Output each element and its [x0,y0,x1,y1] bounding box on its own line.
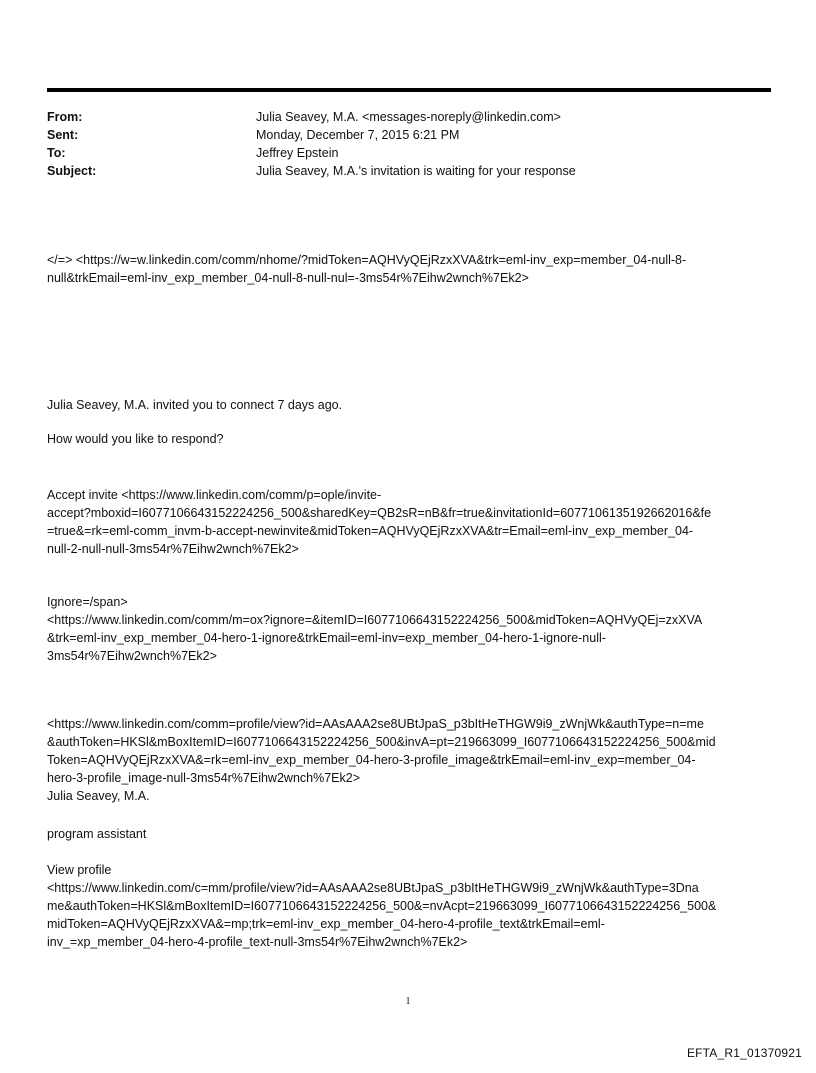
profile-image-block[interactable] [47,715,771,805]
sent-value: Monday, December 7, 2015 6:21 PM [256,128,460,142]
subject-row [47,162,771,180]
respond-question: How would you like to respond? [47,432,224,446]
ignore-link[interactable]: <https://www.linkedin.com/comm/m=ox?ignore=&itemID=I6077106643152224256_500&midToken=AQHVyQEj=zxXVA [47,613,703,627]
subject-label: Subject: [47,164,97,178]
accept-invite-link[interactable]: null-2-null-null-3ms54r%7Eihw2wnch%7Ek2> [47,542,299,556]
sender-title: program assistant [47,827,147,841]
profile-image-link[interactable]: Token=AQHVyQEjRzxXVA&=rk=eml-inv_exp_member_04-hero-3-profile_image&trkEmail=eml-inv_exp=member_04- [47,753,696,767]
home-link-block[interactable] [47,251,771,287]
profile-image-link[interactable]: <https://www.linkedin.com/comm=profile/view?id=AAsAAA2se8UBtJpaS_p3bItHeTHGW9i9_zWnjWk&authType=n=me [47,717,704,731]
from-value: Julia Seavey, M.A. <messages-noreply@linkedin.com> [256,110,561,124]
sent-label: Sent: [47,128,79,142]
profile-image-link[interactable]: &authToken=HKSl&mBoxItemID=I6077106643152224256_500&invA=pt=219663099_I6077106643152224256_500&mid [47,735,716,749]
email-header [47,108,771,180]
view-profile-link[interactable]: midToken=AQHVyQEjRzxXVA&=mp;trk=eml-inv_exp_member_04-hero-4-profile_text&trkEmail=eml- [47,917,605,931]
to-row [47,144,771,162]
accept-invite-link[interactable]: Accept invite <https://www.linkedin.com/comm/p=ople/invite- [47,488,382,502]
accept-invite-link[interactable]: accept?mboxid=I6077106643152224256_500&sharedKey=QB2sR=nB&fr=true&invitationId=6077106135192662016&fe [47,506,712,520]
home-link-line[interactable]: null&trkEmail=eml-inv_exp_member_04-null-8-null-nul=-3ms54r%7Eihw2wnch%7Ek2> [47,271,529,285]
home-link-line[interactable]: </=> <https://w=w.linkedin.com/comm/nhome/?midToken=AQHVyQEjRzxXVA&trk=eml-inv_exp=member_04-null-8- [47,253,687,267]
page-number: 1 [405,996,411,1007]
ignore-link[interactable]: 3ms54r%7Eihw2wnch%7Ek2> [47,649,217,663]
sender-name: Julia Seavey, M.A. [47,789,150,803]
from-row [47,108,771,126]
accept-invite-block[interactable] [47,486,771,558]
view-profile-link[interactable]: me&authToken=HKSl&mBoxItemID=I6077106643152224256_500&=nvAcpt=219663099_I6077106643152224256_500& [47,899,717,913]
to-value: Jeffrey Epstein [256,146,339,160]
ignore-block[interactable] [47,593,771,665]
subject-value: Julia Seavey, M.A.'s invitation is waiting for your response [256,164,576,178]
from-label: From: [47,110,83,124]
view-profile-block[interactable] [47,861,771,951]
profile-image-link[interactable]: hero-3-profile_image-null-3ms54r%7Eihw2wnch%7Ek2> [47,771,361,785]
sent-row [47,126,771,144]
ignore-link[interactable]: &trk=eml-inv_exp_member_04-hero-1-ignore&trkEmail=eml-inv=exp_member_04-hero-1-ignore-null- [47,631,606,645]
view-profile-label[interactable]: View profile [47,863,112,877]
invited-text: Julia Seavey, M.A. invited you to connect 7 days ago. [47,398,343,412]
view-profile-link[interactable]: inv_=xp_member_04-hero-4-profile_text-null-3ms54r%7Eihw2wnch%7Ek2> [47,935,468,949]
view-profile-link[interactable]: <https://www.linkedin.com/c=mm/profile/view?id=AAsAAA2se8UBtJpaS_p3bItHeTHGW9i9_zWnjWk&authType=3Dna [47,881,699,895]
header-rule [47,88,771,92]
accept-invite-link[interactable]: =true&=rk=eml-comm_invm-b-accept-newinvite&midToken=AQHVyQEjRzxXVA&tr=Email=eml-inv_exp_member_04- [47,524,694,538]
ignore-link[interactable]: Ignore=/span> [47,595,128,609]
to-label: To: [47,146,66,160]
document-id: EFTA_R1_01370921 [686,1046,802,1060]
